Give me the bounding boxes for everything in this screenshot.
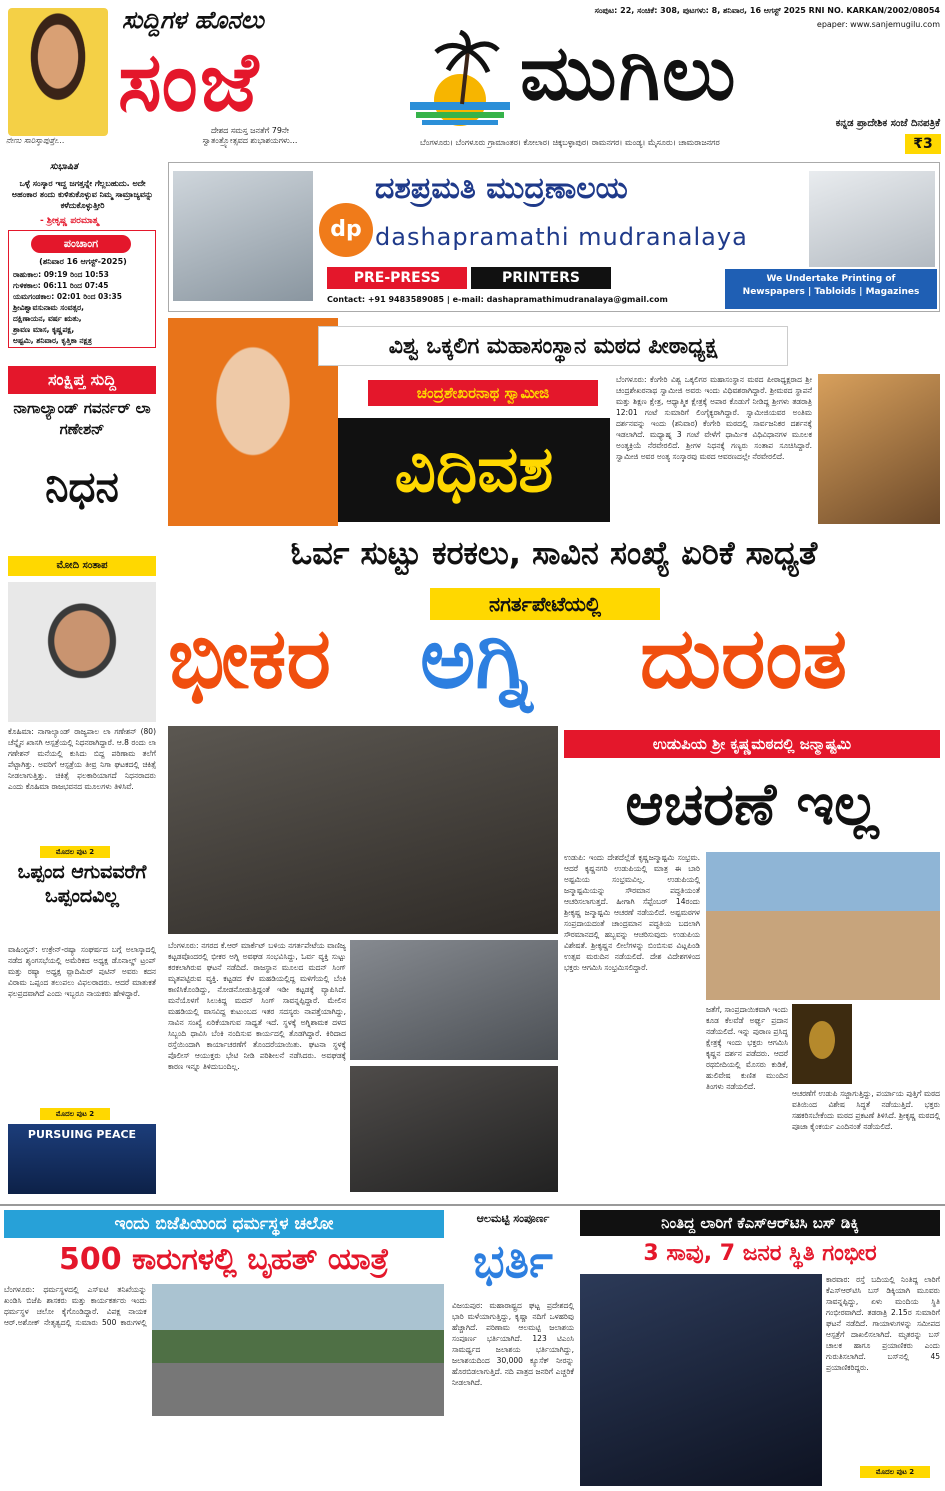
fire-big-2: ಅಗ್ನಿ <box>420 609 533 707</box>
nagaland-headline: ನಾಗಾಲ್ಯಾಂಡ್ ಗವರ್ನರ್ ಲಾ ಗಣೇಶನ್ <box>13 399 151 438</box>
sun-palm-logo <box>390 30 530 130</box>
panchanga-item: ಯಮಗಂಡಕಾಲ: 02:01 ರಿಂದ 03:35 <box>13 292 122 301</box>
prepress-label: PRE-PRESS <box>327 267 467 289</box>
seer-visit-photo <box>818 374 940 524</box>
nagaland-big: ನಿಧನ <box>45 462 119 511</box>
editor-signature: ನೇಣು ಸಾರಿಸ್ಕಾಪುತ್ತೇ... <box>6 136 65 145</box>
panchanga-item: ದಕ್ಷಿಣಾಯನ, ವರ್ಷ ಋತು, <box>13 314 82 323</box>
greeting: ದೇಶದ ಸಮಸ್ತ ಜನತೆಗೆ 79ನೇ ಸ್ವಾತಂತ್ರ್ಯೋತ್ಸವದ ಶುಭಾಶಯಗಳು... <box>202 126 298 145</box>
seer-big-headline: ವಿಧಿವಶ <box>338 418 610 522</box>
panchanga-title: ಪಂಚಾಂಗ <box>31 235 131 253</box>
panchanga-item: ರಾಹುಕಾಲ: 09:19 ರಿಂದ 10:53 <box>13 270 109 279</box>
seer-photo <box>168 318 338 526</box>
bus-kicker: ನಿಂತಿದ್ದ ಲಾರಿಗೆ ಕೆಎಸ್‌ಆರ್‌ಟಿಸಿ ಬಸ್ ಡಿಕ್ಕಿ <box>580 1210 940 1236</box>
udupi-kicker: ಉಡುಪಿಯ ಶ್ರೀ ಕೃಷ್ಣಮಠದಲ್ಲಿ ಜನ್ಮಾಷ್ಟಮಿ <box>564 730 940 758</box>
cities-strip: ಬೆಂಗಳೂರು। ಬೆಂಗಳೂರು ಗ್ರಾಮಾಂತರ। ಕೋಲಾರ। ಚಿಕ್ಕಬಳ್ಳಾಪುರ। ರಾಮನಗರ। ಮಂಡ್ಯ। ಮೈಸೂರು। ಚಾಮರಾಜನಗರ <box>420 138 720 147</box>
continued-label[interactable]: ಮೊದಲ ಪುಟ 2 <box>40 846 110 858</box>
seer-story <box>168 318 940 526</box>
printers-label: PRINTERS <box>471 267 611 289</box>
udupi-big: ಆಚರಣೆ ಇಲ್ಲ <box>625 770 879 838</box>
bjp-body: ಬೆಂಗಳೂರು: ಧರ್ಮಸ್ಥಳದಲ್ಲಿ ಎಸ್‌ಐಟಿ ತನಿಖೆಯನ್ನು ಖಂಡಿಸಿ ಬಿಜೆಪಿ ಶಾಸಕರು ಮತ್ತು ಕಾರ್ಯಕರ್ತರು ಇಂದು ಧರ್ಮಸ್ಥಳ ಚಲೋ ಕೈಗೊಂಡಿದ್ದಾರೆ. ವಿಪಕ್ಷ ನಾಯಕ ಆರ್.ಅಶೋಕ್ ನೇತೃತ್ವದಲ್ಲಿ ಸುಮಾರು 500 ಕಾರುಗಳಲ್ಲಿ <box>4 1285 147 1327</box>
title-right: ಮುಗಿಲು <box>520 28 738 117</box>
panchanga-item: ಶ್ರಾವಣ ಮಾಸ, ಕೃಷ್ಣಪಕ್ಷ, <box>13 325 75 334</box>
bus-headline: 3 ಸಾವು, 7 ಜನರ ಸ್ಥಿತಿ ಗಂಭೀರ <box>643 1241 877 1266</box>
almatti-kicker: ಆಲಮಟ್ಟಿ ಸಂಪೂರ್ಣ <box>476 1212 550 1225</box>
ad-title-en: dashapramathi mudranalaya <box>375 223 748 251</box>
ganesan-photo <box>8 582 156 722</box>
fire-body: ಬೆಂಗಳೂರು: ನಗರದ ಕೆ.ಆರ್ ಮಾರ್ಕೆಟ್ ಬಳಿಯ ನಗರ್ತಪೇಟೆಯ ವಾಣಿಜ್ಯ ಕಟ್ಟಡವೊಂದರಲ್ಲಿ ಭೀಕರ ಅಗ್ನಿ ಅವಘಡ ಸಂಭವಿಸಿದ್ದು, ಓರ್ವ ವ್ಯಕ್ತಿ ಸುಟ್ಟು ಕರಕಲಾಗಿರುವ ಘಟನೆ ನಡೆದಿದೆ. ರಾಜಸ್ಥಾನ ಮೂಲದ ಮದನ್ ಸಿಂಗ್ ಮೃತಪಟ್ಟಿರುವ ವ್ಯಕ್ತಿ. ಕಟ್ಟಡದ ಕೆಳ ಮಹಡಿಯಲ್ಲಿದ್ದ ಮಳಿಗೆಯಲ್ಲಿ ಬೆಂಕಿ ಕಾಣಿಸಿಕೊಂಡಿದ್ದು, ನೋಡನೋಡುತ್ತಿದ್ದಂತೆ ಇಡೀ ಕಟ್ಟಡಕ್ಕೆ ವ್ಯಾಪಿಸಿದೆ. ಮನೆಯೊಳಗೆ ಸಿಲುಕಿದ್ದ ಮದನ್ ಸಿಂಗ್ ಸಾವನ್ನಪ್ಪಿದ್ದಾರೆ. ಮೇಲಿನ ಮಹಡಿಯಲ್ಲಿ ವಾಸವಿದ್ದ ಕುಟುಂಬದ ಇತರ ಸದಸ್ಯರು ನಾಪತ್ತೆಯಾಗಿದ್ದು, ಸಾವಿನ ಸಂಖ್ಯೆ ಏರಿಕೆಯಾಗುವ ಸಾಧ್ಯತೆ ಇದೆ. ಸ್ಥಳಕ್ಕೆ ಅಗ್ನಿಶಾಮಕ ದಳದ ಸಿಬ್ಬಂದಿ ಧಾವಿಸಿ ಬೆಂಕಿ ನಂದಿಸುವ ಕಾರ್ಯದಲ್ಲಿ ತೊಡಗಿದ್ದಾರೆ. ಕಿರಿದಾದ ರಸ್ತೆಯಿಂದಾಗಿ ಕಾರ್ಯಾಚರಣೆಗೆ ತೊಂದರೆಯಾಯಿತು. ಘಟನಾ ಸ್ಥಳಕ್ಕೆ ಪೊಲೀಸ್ ಆಯುಕ್ತರು ಭೇಟಿ ನೀಡಿ ಪರಿಶೀಲನೆ ನಡೆಸಿದರು. ಅವಘಡಕ್ಕೆ ಕಾರಣ ಇನ್ನೂ ತಿಳಿದುಬಂದಿಲ್ಲ. <box>168 941 346 1071</box>
undertake-box <box>725 269 937 309</box>
bjp-kicker: ಇಂದು ಬಿಜೆಪಿಯಿಂದ ಧರ್ಮಸ್ಥಳ ಚಲೋ <box>4 1210 444 1238</box>
krishna-idol-photo <box>792 1004 852 1084</box>
car-rally-photo <box>152 1284 444 1416</box>
fire-photo-main <box>168 726 558 934</box>
continued-label[interactable]: ಮೊದಲ ಪುಟ 2 <box>40 1108 110 1120</box>
fire-photo-3 <box>350 1066 558 1192</box>
panchanga-item: ಶ್ರೀವಿಶ್ವಾವಸುನಾಮ ಸಂವತ್ಸರ, <box>13 303 84 312</box>
press-machine-photo <box>173 171 313 301</box>
undertake-title: We Undertake Printing of <box>766 274 896 284</box>
fire-big-3: ದುರಂತ <box>640 609 848 707</box>
continued-label[interactable]: ಮೊದಲ ಪುಟ 2 <box>860 1466 930 1478</box>
printer-machine-photo <box>809 171 935 267</box>
udupi-temple-photo <box>706 852 940 1000</box>
fire-big-1: ಭೀಕರ <box>168 609 331 707</box>
undertake-items: Newspapers | Tabloids | Magazines <box>742 287 920 297</box>
panchanga-box <box>8 230 156 348</box>
summit-photo <box>8 1124 156 1194</box>
epaper-link[interactable]: epaper: www.sanjemugilu.com <box>816 20 940 29</box>
editor-photo <box>8 8 108 136</box>
printing-ad <box>168 162 940 312</box>
fire-photo-2 <box>350 940 558 1060</box>
subtitle: ಕನ್ನಡ ಪ್ರಾದೇಶಿಕ ಸಂಜೆ ದಿನಪತ್ರಿಕೆ <box>835 118 940 129</box>
bjp-headline: 500 ಕಾರುಗಳಲ್ಲಿ ಬೃಹತ್ ಯಾತ್ರೆ <box>59 1242 389 1277</box>
nagaland-body: ಕೊಹಿಮಾ: ನಾಗಾಲ್ಯಾಂಡ್ ರಾಜ್ಯಪಾಲ ಲಾ ಗಣೇಶನ್ (80) ಚೆನ್ನೈನ ಖಾಸಗಿ ಆಸ್ಪತ್ರೆಯಲ್ಲಿ ನಿಧನರಾಗಿದ್ದಾರೆ. ಆ.8 ರಂದು ಲಾ ಗಣೇಶನ್ ಮನೆಯಲ್ಲಿ ಕುಸಿದು ಬಿದ್ದ ಪರಿಣಾಮ ತಲೆಗೆ ಪೆಟ್ಟಾಗಿತ್ತು. ಅವರಿಗೆ ಆಸ್ಪತ್ರೆಯ ತೀವ್ರ ನಿಗಾ ಘಟಕದಲ್ಲಿ ಚಿಕಿತ್ಸೆ ನೀಡಲಾಗುತ್ತಿತ್ತು. ಚಿಕಿತ್ಸೆ ಫಲಕಾರಿಯಾಗದೆ ನಿಧನರಾದರು ಎಂದು ಕೊಹಿಮಾ ರಾಜಭವನದ ಮೂಲಗಳು ತಿಳಿಸಿವೆ. <box>8 727 156 791</box>
subhashita-author: - ಶ್ರೀಕೃಷ್ಣ ಪರಮಾತ್ಮ <box>40 216 99 226</box>
masthead <box>0 0 945 156</box>
treaty-headline: ಒಪ್ಪಂದ ಆಗುವವರೆಗೆ ಒಪ್ಪಂದವಿಲ್ಲ <box>17 861 147 907</box>
udupi-body-b: ಜತೆಗೆ, ಸಾಂಪ್ರದಾಯಿಕವಾಗಿ ಇಂದು ಕೂಡ ಕೆಲವೆಡೆ ಅರ್ಘ್ಯ ಪ್ರದಾನ ನಡೆಯಲಿದೆ. ಇನ್ನು ಪುರಾಣ ಪ್ರಸಿದ್ಧ ಕ್ಷೇತ್ರಕ್ಕೆ ಇಂದು ಭಕ್ತರು ಆಗಮಿಸಿ ಕೃಷ್ಣನ ದರ್ಶನ ಪಡೆದರು. ಆದರೆ ರಥಬೀದಿಯಲ್ಲಿ ಮೊಸರು ಕುಡಿಕೆ, ಹುಲಿವೇಷ ಕುಣಿತ ಮುಂದಿನ ತಿಂಗಳು ನಡೆಯಲಿದೆ. <box>706 1005 788 1091</box>
brief-title: ಸಂಕ್ಷಿಪ್ತ ಸುದ್ದಿ <box>8 366 156 394</box>
panchanga-item: ಗುಳಿಕಕಾಲ: 06:11 ರಿಂದ 07:45 <box>13 281 109 290</box>
tagline: ಸುದ್ದಿಗಳ ಹೊನಲು <box>122 6 264 34</box>
ad-contact[interactable]: Contact: +91 9483589085 | e-mail: dashapramathimudranalaya@gmail.com <box>327 295 668 304</box>
modi-label: ಮೋದಿ ಸಂತಾಪ <box>8 556 156 576</box>
udupi-body-a: ಉಡುಪಿ: ಇಂದು ದೇಶದೆಲ್ಲೆಡೆ ಕೃಷ್ಣಜನ್ಮಾಷ್ಟಮಿ ಸಂಭ್ರಮ. ಆದರೆ ಕೃಷ್ಣನಗರಿ ಉಡುಪಿಯಲ್ಲಿ ಮಾತ್ರ ಈ ಬಾರಿ ಅಷ್ಟಮಿಯ ಸಂಭ್ರಮವಿಲ್ಲ. ಉಡುಪಿಯಲ್ಲಿ ಜನ್ಮಾಷ್ಟಮಿಯನ್ನು ಸೌರಮಾನ ಪದ್ಧತಿಯಂತೆ ಆಚರಿಸಲಾಗುತ್ತದೆ. ಹೀಗಾಗಿ ಸೆಪ್ಟೆಂಬರ್ 14ರಂದು ಶ್ರೀಕೃಷ್ಣ ಜನ್ಮಾಷ್ಟಮಿ ಆಚರಣೆ ನಡೆಯಲಿದೆ. ಅಷ್ಟಮಠಗಳ ಸಂಪ್ರದಾಯದಂತೆ ಚಾಂದ್ರಮಾನ ಪದ್ಧತಿಯ ಬದಲಾಗಿ ಸೌರಮಾನದಲ್ಲಿ ಹಬ್ಬವನ್ನು ಆಚರಿಸುವುದು ಉಡುಪಿಯ ವಿಶೇಷತೆ. ಶ್ರೀಕೃಷ್ಣನ ಲೀಲೆಗಳನ್ನು ಬಿಂಬಿಸುವ ವಿಟ್ಲಪಿಂಡಿ ಉತ್ಸವ ಮರುದಿನ ನಡೆಯಲಿದೆ. ದೇಶ ವಿದೇಶಗಳಿಂದ ಭಕ್ತರು ಆಗಮಿಸಿ ಸಂಭ್ರಮಿಸಲಿದ್ದಾರೆ. <box>564 853 700 972</box>
pursuing-peace-banner: PURSUING PEACE <box>27 1128 137 1141</box>
almatti-body: ವಿಜಯಪುರ: ಮಹಾರಾಷ್ಟ್ರದ ಘಟ್ಟ ಪ್ರದೇಶದಲ್ಲಿ ಭಾರಿ ಮಳೆಯಾಗುತ್ತಿದ್ದು, ಕೃಷ್ಣಾ ನದಿಗೆ ಒಳಹರಿವು ಹೆಚ್ಚಾಗಿದೆ. ಪರಿಣಾಮ ಆಲಮಟ್ಟಿ ಜಲಾಶಯ ಸಂಪೂರ್ಣ ಭರ್ತಿಯಾಗಿದೆ. 123 ಟಿಎಂಸಿ ಸಾಮರ್ಥ್ಯದ ಜಲಾಶಯ ಭರ್ತಿಯಾಗಿದ್ದು, ಜಲಾಶಯದಿಂದ 30,000 ಕ್ಯೂಸೆಕ್ ನೀರನ್ನು ಹೊರಬಿಡಲಾಗುತ್ತಿದೆ. ನದಿ ಪಾತ್ರದ ಜನರಿಗೆ ಎಚ್ಚರಿಕೆ ನೀಡಲಾಗಿದೆ. <box>452 1301 574 1387</box>
fire-place-tag: ನಗರ್ತಪೇಟೆಯಲ್ಲಿ <box>430 588 660 620</box>
bus-accident-photo <box>580 1274 822 1486</box>
udupi-body-c: ಆಚರಣೆಗೆ ಉಡುಪಿ ಸಜ್ಜಾಗುತ್ತಿದ್ದು, ಪರ್ಯಾಯ ಪುತ್ತಿಗೆ ಮಠದ ವತಿಯಿಂದ ವಿಶೇಷ ಸಿದ್ಧತೆ ನಡೆಯುತ್ತಿದೆ. ಭಕ್ತರು ಸಹಕರಿಸಬೇಕೆಂದು ಮಠದ ಪ್ರಕಟಣೆ ತಿಳಿಸಿದೆ. ಶ್ರೀಕೃಷ್ಣ ಮಠದಲ್ಲಿ ಪೂಜಾ ಕೈಂಕರ್ಯ ಎಂದಿನಂತೆ ನಡೆಯಲಿದೆ. <box>792 1089 940 1131</box>
seer-name: ಚಂದ್ರಶೇಖರನಾಥ ಸ್ವಾಮೀಜಿ <box>368 380 598 406</box>
meta-line: ಸಂಪುಟ: 22, ಸಂಚಿಕೆ: 308, ಪುಟಗಳು: 8, ಶನಿವಾರ, 16 ಆಗಸ್ಟ್ 2025 RNI NO. KARKAN/2002/08054 <box>594 6 940 15</box>
fire-kicker: ಓರ್ವ ಸುಟ್ಟು ಕರಕಲು, ಸಾವಿನ ಸಂಖ್ಯೆ ಏರಿಕೆ ಸಾಧ್ಯತೆ <box>290 534 818 572</box>
subhashita-label: ಸುಭಾಷಿತ <box>50 162 78 172</box>
subhashita-text: ಒಳ್ಳೆ ಸಂಸ್ಕಾರ ಇದ್ದ ಜಗತ್ತನ್ನೇ ಗೆಲ್ಲಬಹುದು. ಅದೇ ಅಹಂಕಾರ ತಂದು ಕುಳಿತುಕೊಳ್ಳುವ ನಿಮ್ಮ ಸಾಮ್ರಾಜ್ಯವನ್ನು ಕಳೆದುಕೊಳ್ಳುತ್ತೀರಿ <box>11 179 154 210</box>
seer-body: ಬೆಂಗಳೂರು: ಕೆಂಗೇರಿ ವಿಶ್ವ ಒಕ್ಕಲಿಗರ ಮಹಾಸಂಸ್ಥಾನ ಮಠದ ಪೀಠಾಧ್ಯಕ್ಷರಾದ ಶ್ರೀ ಚಂದ್ರಶೇಖರನಾಥ ಸ್ವಾಮೀಜಿ ಅವರು ಇಂದು ವಿಧಿವಶರಾಗಿದ್ದಾರೆ. ಶ್ರೀಮಠದ ಸ್ಥಾಪನೆ ಮತ್ತು ಶಿಕ್ಷಣ ಕ್ಷೇತ್ರ, ಆಧ್ಯಾತ್ಮಿಕ ಕ್ಷೇತ್ರಕ್ಕೆ ಅಪಾರ ಕೊಡುಗೆ ನೀಡಿದ್ದ ಶ್ರೀಗಳು ತಡರಾತ್ರಿ 12:01 ಗಂಟೆ ಸುಮಾರಿಗೆ ಲಿಂಗೈಕ್ಯರಾಗಿದ್ದಾರೆ. ಸ್ವಾಮೀಜಿಯವರ ಅಂತಿಮ ದರ್ಶನವನ್ನು ಇಂದು (ಶನಿವಾರ) ಕೆಂಗೇರಿ ಮಠದಲ್ಲಿ ಸಾರ್ವಜನಿಕರ ದರ್ಶನಕ್ಕೆ ಇಡಲಾಗಿದೆ. ಮಧ್ಯಾಹ್ನ 3 ಗಂಟೆ ವೇಳೆಗೆ ಧಾರ್ಮಿಕ ವಿಧಿವಿಧಾನಗಳ ಮೂಲಕ ಅಂತ್ಯಕ್ರಿಯೆ ನೆರವೇರಲಿದೆ. ಶ್ರೀಗಳ ನಿಧನಕ್ಕೆ ಗಣ್ಯರು ಸಂತಾಪ ಸೂಚಿಸಿದ್ದಾರೆ. ಸ್ವಾಮೀಜಿ ಅವರ ಅಂತ್ಯ ಸಂಸ್ಕಾರವು ಮಠದ ಆವರಣದಲ್ಲೇ ನೆರವೇರಲಿದೆ. <box>616 375 812 461</box>
treaty-body: ವಾಷಿಂಗ್ಟನ್: ಉಕ್ರೇನ್-ರಷ್ಯಾ ಸಂಘರ್ಷದ ಬಗ್ಗೆ ಅಲಾಸ್ಕಾದಲ್ಲಿ ನಡೆದ ಶೃಂಗಸಭೆಯಲ್ಲಿ ಅಮೆರಿಕದ ಅಧ್ಯಕ್ಷ ಡೊನಾಲ್ಡ್ ಟ್ರಂಪ್ ಮತ್ತು ರಷ್ಯಾ ಅಧ್ಯಕ್ಷ ವ್ಲಾದಿಮಿರ್ ಪುಟಿನ್ ಅವರು ಕದನ ವಿರಾಮ ಒಪ್ಪಂದ ತಲುಪಲು ವಿಫಲರಾದರು. ಆದರೆ ಮಾತುಕತೆ ಫಲಪ್ರದವಾಗಿದೆ ಎಂದು ಇಬ್ಬರೂ ನಾಯಕರು ಹೇಳಿದ್ದಾರೆ. <box>8 945 156 998</box>
ad-title-kn: ದಶಪ್ರಮತಿ ಮುದ್ರಣಾಲಯ <box>375 171 628 206</box>
price-badge: ₹3 <box>905 134 941 154</box>
panchanga-date: (ಶನಿವಾರ 16 ಆಗಸ್ಟ್-2025) <box>39 257 127 266</box>
seer-banner: ವಿಶ್ವ ಒಕ್ಕಲಿಗ ಮಹಾಸಂಸ್ಥಾನ ಮಠದ ಪೀಠಾಧ್ಯಕ್ಷ <box>318 326 788 366</box>
almatti-big: ಭರ್ತಿ <box>473 1234 553 1288</box>
bottom-divider <box>0 1204 945 1206</box>
panchanga-item: ಅಷ್ಟಮಿ, ಶನಿವಾರ, ಕೃತ್ತಿಕಾ ನಕ್ಷತ್ರ <box>13 336 92 345</box>
panchanga-list <box>13 269 155 346</box>
ad-logo: dp <box>319 203 373 257</box>
bus-body: ಕಾರವಾರ: ರಸ್ತೆ ಬದಿಯಲ್ಲಿ ನಿಂತಿದ್ದ ಲಾರಿಗೆ ಕೆಎಸ್‌ಆರ್‌ಟಿಸಿ ಬಸ್ ಡಿಕ್ಕಿಯಾಗಿ ಮೂವರು ಸಾವನ್ನಪ್ಪಿದ್ದು, ಏಳು ಮಂದಿಯ ಸ್ಥಿತಿ ಗಂಭೀರವಾಗಿದೆ. ತಡರಾತ್ರಿ 2.15ರ ಸುಮಾರಿಗೆ ಘಟನೆ ನಡೆದಿದೆ. ಗಾಯಾಳುಗಳನ್ನು ಸಮೀಪದ ಆಸ್ಪತ್ರೆಗೆ ದಾಖಲಿಸಲಾಗಿದೆ. ಮೃತರನ್ನು ಬಸ್ ಚಾಲಕ ಹಾಗೂ ಪ್ರಯಾಣಿಕರು ಎಂದು ಗುರುತಿಸಲಾಗಿದೆ. ಬಸ್‌ನಲ್ಲಿ 45 ಪ್ರಯಾಣಿಕರಿದ್ದರು. <box>826 1275 940 1372</box>
title-left: ಸಂಜೆ <box>118 35 261 130</box>
